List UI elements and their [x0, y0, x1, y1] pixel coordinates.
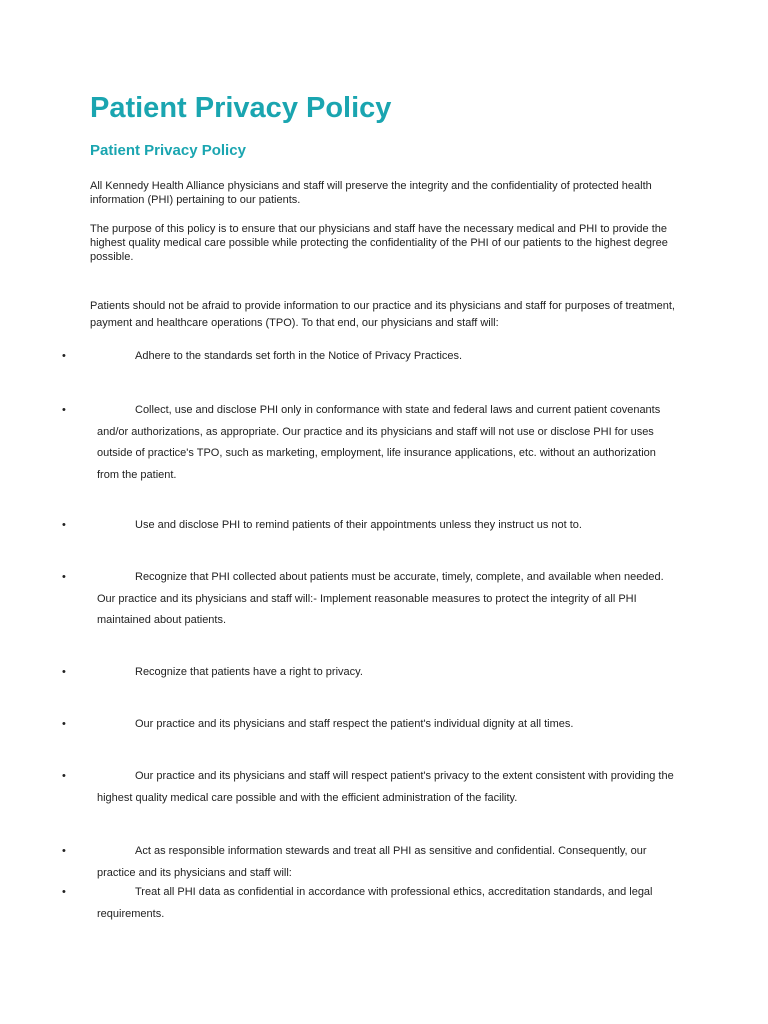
- list-item: [62, 841, 678, 884]
- bullet-icon: •: [62, 571, 66, 583]
- bullet-icon: •: [62, 770, 66, 782]
- bullet-icon: •: [62, 845, 66, 857]
- bullet-icon: •: [62, 519, 66, 531]
- list-item: [62, 766, 678, 809]
- intro-paragraph: All Kennedy Health Alliance physicians and staff will preserve the integrity and the confidentiality of protected health information (PHI) pertaining to our patients.: [90, 180, 652, 206]
- bullet-icon: •: [62, 404, 66, 416]
- list-item-text: Recognize that PHI collected about patients must be accurate, timely, complete, and available when needed. Our practice and its physicians and staff will:- Implement reasonable measures to protect the integrity of all PHI maintained about patients.: [97, 571, 664, 626]
- list-item-text: Act as responsible information stewards and treat all PHI as sensitive and confidential. Consequently, our practice and its physicians and staff will:: [97, 845, 647, 879]
- list-item: [62, 567, 678, 632]
- list-item: [62, 714, 678, 736]
- bullet-icon: •: [62, 886, 66, 898]
- list-item-text: Our practice and its physicians and staff will respect patient's privacy to the extent consistent with providing the highest quality medical care possible and with the efficient administration of the facility.: [97, 770, 674, 804]
- list-item-text: Recognize that patients have a right to privacy.: [135, 666, 363, 678]
- list-item-text: Collect, use and disclose PHI only in conformance with state and federal laws and current patient covenants and/or authorizations, as appropriate. Our practice and its physicians and staff will not use or disclose PHI for uses outside of practice's TPO, such as marketing, employment, life insurance applications, etc. without an authorization from the patient.: [97, 404, 661, 481]
- list-item-text: Use and disclose PHI to remind patients of their appointments unless they instruct us not to.: [135, 519, 582, 531]
- commitment-paragraph: Patients should not be afraid to provide information to our practice and its physicians and staff for purposes of treatment, payment and healthcare operations (TPO). To that end, our physicians and staff will:: [90, 300, 675, 329]
- bullet-icon: •: [62, 350, 66, 362]
- list-item: [62, 882, 678, 925]
- section-heading: Patient Privacy Policy: [90, 142, 246, 159]
- list-item-text: Treat all PHI data as confidential in accordance with professional ethics, accreditation standards, and legal requirements.: [97, 886, 653, 920]
- purpose-paragraph: The purpose of this policy is to ensure that our physicians and staff have the necessary medical and PHI to provide the highest quality medical care possible while protecting the confidentiality of the PHI of our patients to the highest degree possible.: [90, 223, 668, 263]
- list-item: [62, 346, 678, 368]
- page-title: Patient Privacy Policy: [90, 92, 392, 124]
- bullet-icon: •: [62, 718, 66, 730]
- list-item-text: Adhere to the standards set forth in the Notice of Privacy Practices.: [135, 350, 463, 362]
- list-item: [62, 515, 678, 537]
- list-item-text: Our practice and its physicians and staff respect the patient's individual dignity at all times.: [135, 718, 574, 730]
- list-item: [62, 662, 678, 684]
- bullet-icon: •: [62, 666, 66, 678]
- list-item: [62, 400, 678, 486]
